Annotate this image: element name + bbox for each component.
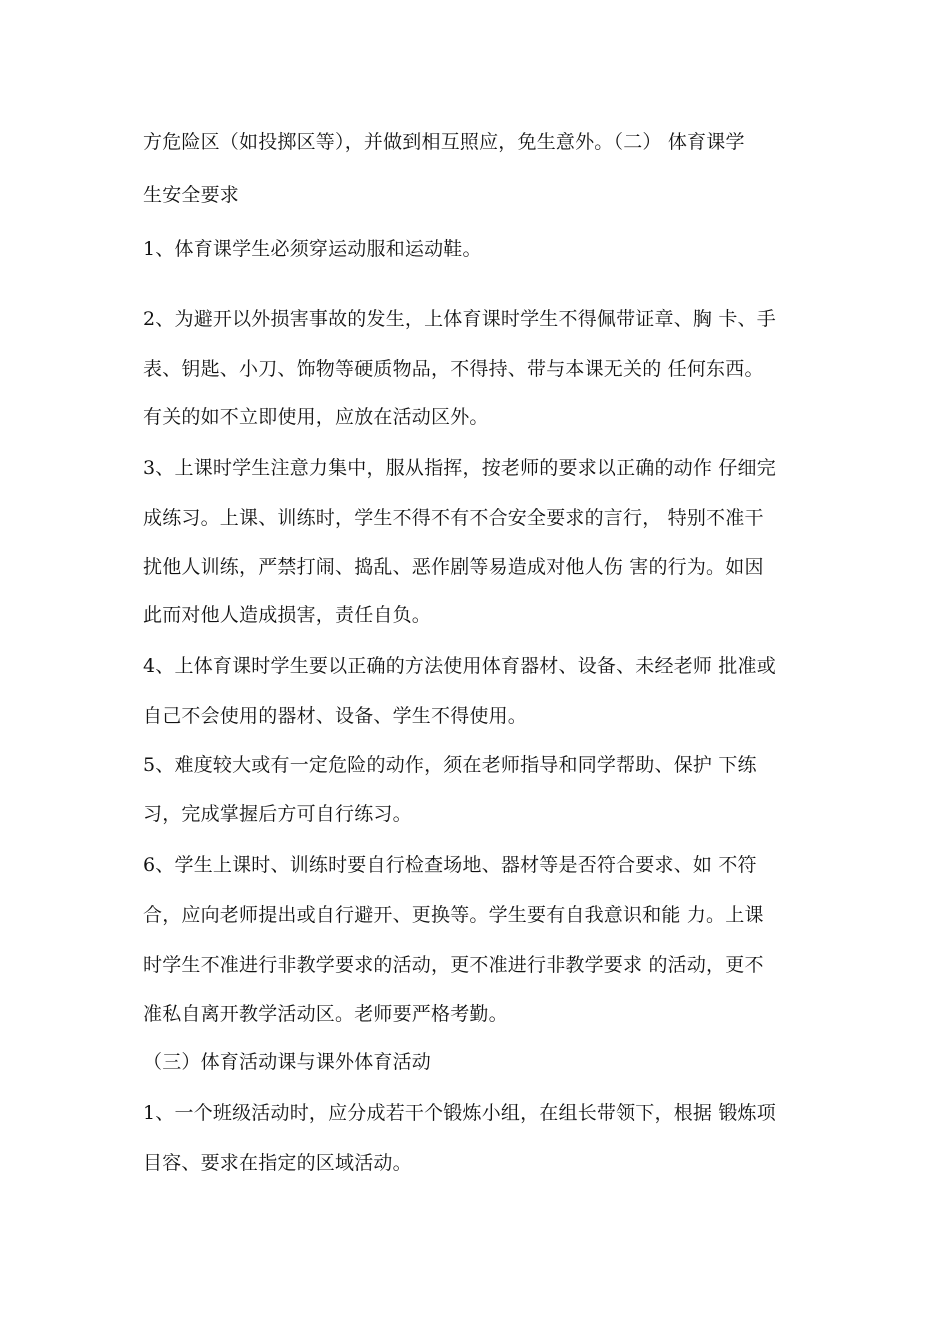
text-line: 成练习。上课、训练时，学生不得不有不合安全要求的言行， 特别不准干	[143, 507, 764, 529]
text-line: 有关的如不立即使用，应放在活动区外。	[143, 406, 489, 428]
text-line: 生安全要求	[143, 184, 240, 206]
text-line: 6、学生上课时、训练时要自行检查场地、器材等是否符合要求、如 不符	[143, 854, 757, 876]
text-line: 扰他人训练，严禁打闹、捣乱、恶作剧等易造成对他人伤 害的行为。如因	[143, 556, 764, 578]
text-line: 准私自离开教学活动区。老师要严格考勤。	[143, 1003, 508, 1025]
text-line: 表、钥匙、小刀、饰物等硬质物品，不得持、带与本课无关的 任何东西。	[143, 358, 764, 380]
text-line: 5、难度较大或有一定危险的动作，须在老师指导和同学帮助、保护 下练	[143, 754, 757, 776]
text-line: 2、为避开以外损害事故的发生，上体育课时学生不得佩带证章、胸 卡、手	[143, 308, 776, 330]
text-line: 此而对他人造成损害，责任自负。	[143, 604, 432, 626]
text-line: 1、体育课学生必须穿运动服和运动鞋。	[143, 238, 482, 260]
text-line: 1、一个班级活动时，应分成若干个锻炼小组，在组长带领下，根据 锻炼项	[143, 1102, 776, 1124]
text-line: 习，完成掌握后方可自行练习。	[143, 803, 412, 825]
text-line: 合，应向老师提出或自行避开、更换等。学生要有自我意识和能 力。上课	[143, 904, 764, 926]
text-line: 4、上体育课时学生要以正确的方法使用体育器材、设备、未经老师 批准或	[143, 655, 776, 677]
section-heading: （三）体育活动课与课外体育活动	[143, 1051, 432, 1073]
text-line: 目容、要求在指定的区域活动。	[143, 1152, 412, 1174]
text-line: 时学生不准进行非教学要求的活动，更不准进行非教学要求 的活动，更不	[143, 954, 764, 976]
text-line: 自己不会使用的器材、设备、学生不得使用。	[143, 705, 528, 727]
text-line: 3、上课时学生注意力集中，服从指挥，按老师的要求以正确的动作 仔细完	[143, 457, 776, 479]
text-line: 方危险区（如投掷区等），并做到相互照应，免生意外。（二） 体育课学	[143, 131, 745, 153]
